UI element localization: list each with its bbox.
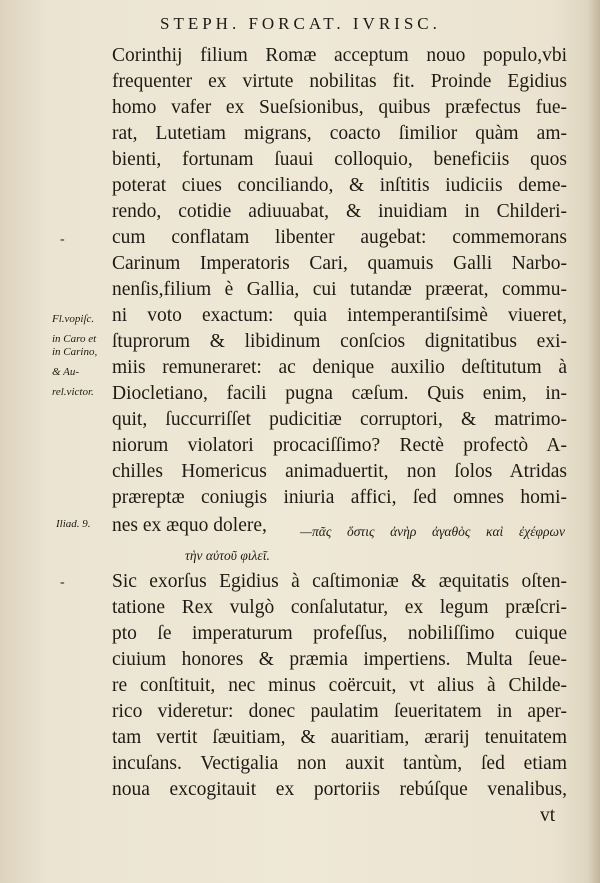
- text-line: Sic exorſus Egidius à caſtimoniæ & æquitatis oſten-: [112, 571, 567, 592]
- margin-mark: -: [60, 232, 65, 247]
- greek-quotation-line-1: —πᾶς ὅστις ἀνὴρ ἀγαθὸς καὶ ἐχέφρων: [300, 524, 565, 539]
- margin-note: in Carino,: [52, 346, 98, 358]
- text-line: bienti, fortunam ſuaui colloquio, beneficiis quos: [112, 149, 567, 170]
- text-line: quit, ſuccurriſſet pudicitiæ corruptori, & matrimo-: [112, 409, 567, 430]
- text-line: præreptæ coniugis iniuria affici, ſed omnes homi-: [112, 487, 567, 508]
- text-line: nes ex æquo dolere,: [112, 515, 267, 536]
- text-line: noua excogitauit ex portoriis rebúſque venalibus,: [112, 779, 567, 800]
- margin-note: in Caro et: [52, 333, 97, 345]
- running-header: STEPH. FORCAT. IVRISC.: [160, 14, 441, 33]
- text-line: re conſtituit, nec minus coërcuit, vt alius à Childe-: [112, 675, 567, 696]
- page-edge-shadow: [588, 0, 600, 883]
- margin-note: Iliad. 9.: [56, 518, 91, 530]
- text-line: tatione Rex vulgò conſalutatur, ex legum præſcri-: [112, 597, 567, 618]
- text-line: niorum violatori procaciſſimo? Rectè profectò A-: [112, 435, 567, 456]
- text-line: tam vertit ſæuitiam, & auaritiam, ærarij tenuitatem: [112, 727, 567, 748]
- margin-note: rel.victor.: [52, 386, 94, 398]
- text-line: nenſis,filium è Gallia, cui tutandæ præerat, commu-: [112, 279, 567, 300]
- text-line: ciuium honores & præmia impertiens. Multa ſeue-: [112, 649, 567, 670]
- margin-note: Fl.vopiſc.: [52, 313, 95, 325]
- margin-mark: -: [60, 575, 65, 590]
- text-line: rendo, cotidie adiuuabat, & inuidiam in Childeri-: [112, 201, 567, 222]
- text-line: rat, Lutetiam migrans, coacto ſimilior quàm am-: [112, 123, 567, 144]
- text-line: miis remuneraret: ac denique auxilio deſtitutum à: [112, 357, 567, 378]
- margin-note: & Au-: [52, 366, 79, 378]
- text-line: poterat ciues conciliando, & inſtitis iudiciis deme-: [112, 175, 567, 196]
- text-line: Corinthij filium Romæ acceptum nouo populo,vbi: [112, 45, 567, 66]
- text-line: cum conflatam libenter augebat: commemorans: [112, 227, 567, 248]
- text-line: ſtuprorum & libidinum conſcios dignitatibus exi-: [112, 331, 567, 352]
- text-line: pto ſe imperaturum profeſſus, nobiliſſimo cuique: [112, 623, 567, 644]
- greek-quotation-line-2: τὴν αὐτοῦ φιλεῖ.: [185, 548, 270, 563]
- text-line: Carinum Imperatoris Cari, quamuis Galli Narbo-: [112, 253, 567, 274]
- text-line: homo vafer ex Sueſsionibus, quibus præfectus fue-: [112, 97, 567, 118]
- text-line: ni voto exactum: quia intemperantiſsimè viueret,: [112, 305, 567, 326]
- text-line: Diocletiano, facili pugna cæſum. Quis enim, in-: [112, 383, 567, 404]
- text-line: frequenter ex virtute nobilitas fit. Proinde Egidius: [112, 71, 567, 92]
- catchword: vt: [540, 805, 556, 826]
- text-line: incuſans. Vectigalia non auxit tantùm, ſed etiam: [112, 753, 567, 774]
- text-line: chilles Homericus animaduertit, non ſolos Atridas: [112, 461, 567, 482]
- text-line: rico videretur: donec paulatim ſeueritatem in aper-: [112, 701, 567, 722]
